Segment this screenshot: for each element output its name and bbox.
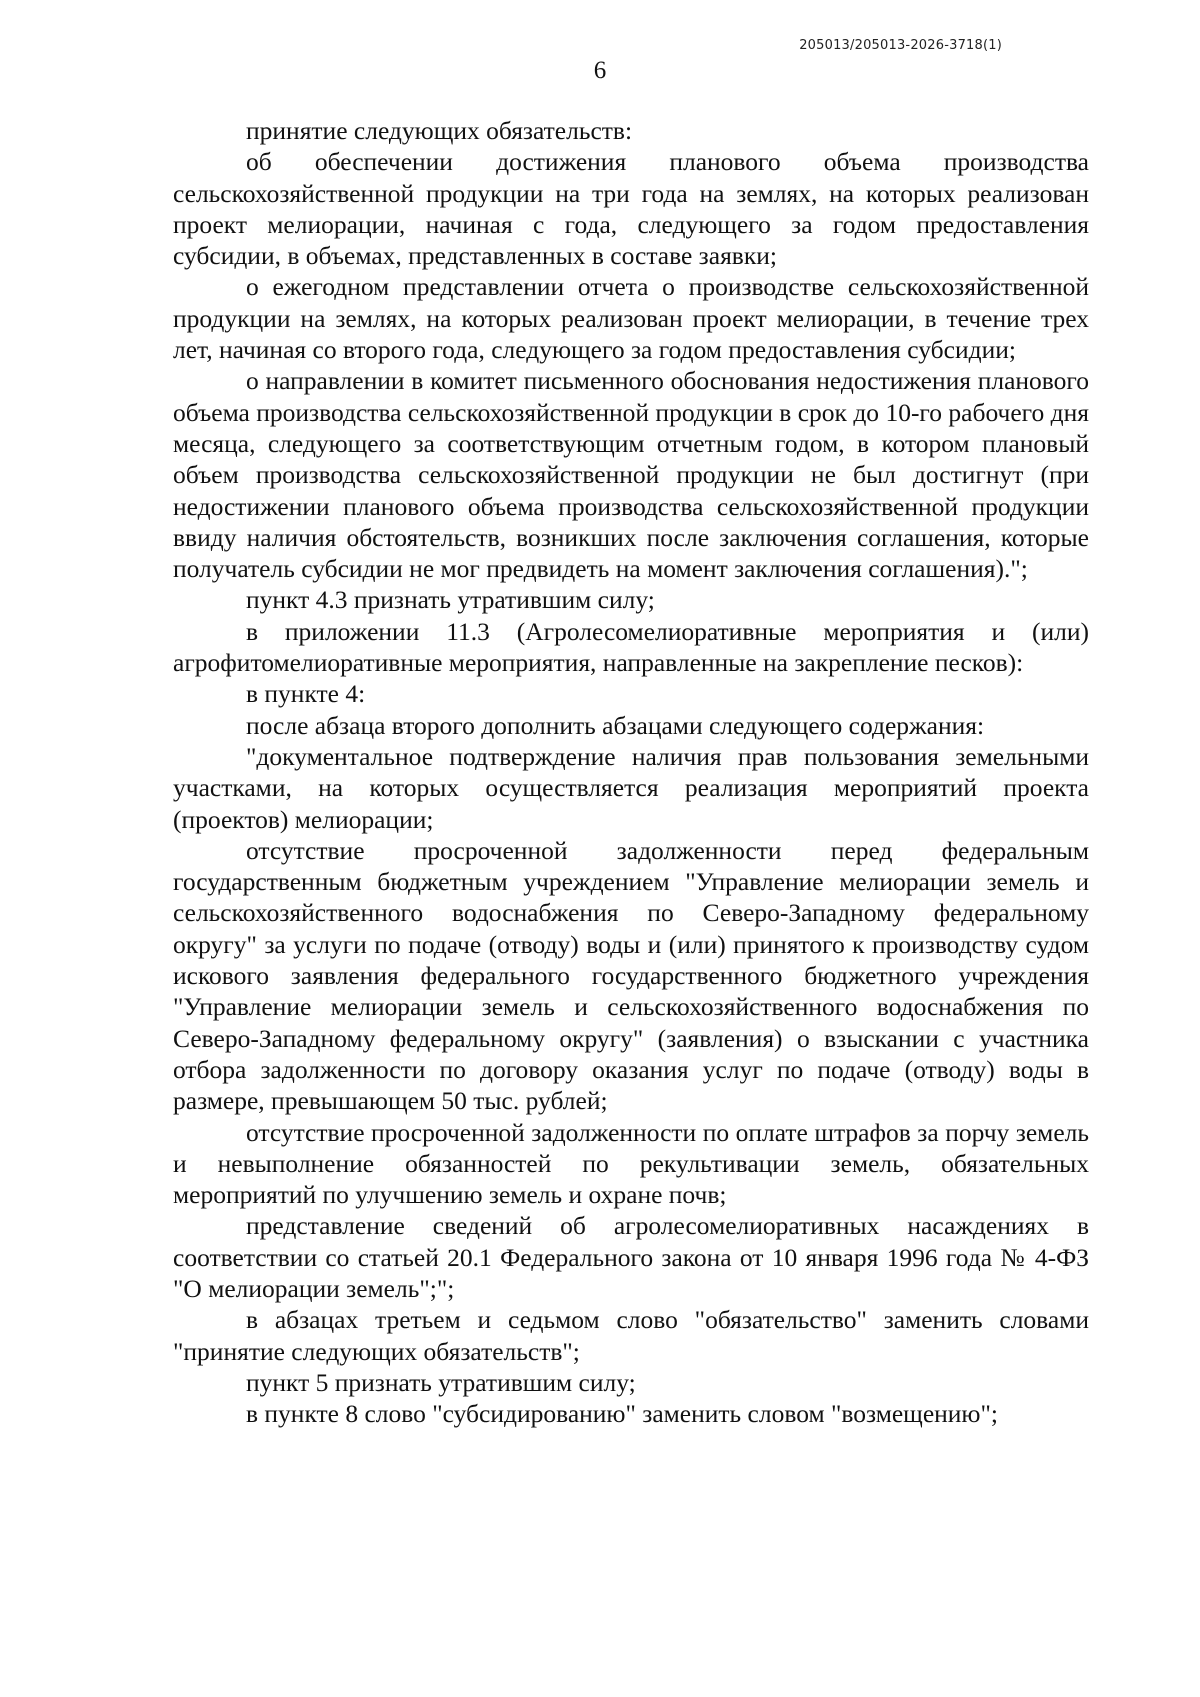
paragraph: в абзацах третьем и седьмом слово "обязательство" заменить словами "принятие следующих обязательств"; <box>173 1305 1089 1366</box>
paragraph: отсутствие просроченной задолженности перед федеральным государственным бюджетным учреждением "Управление мелиорации земель и сельскохозяйственного водоснабжения по Северо-Западному федеральному округу" за услуги по подаче (отводу) воды и (или) принятого к производству судом искового заявления федерального государственного бюджетного учреждения "Управление мелиорации земель и сельскохозяйственного водоснабжения по Северо-Западному федеральному округу" (заявления) о взыскании с участника отбора задолженности по договору оказания услуг по подаче (отводу) воды в размере, превышающем 50 тыс. рублей; <box>173 835 1089 1116</box>
document-body <box>173 115 1089 1429</box>
paragraph: в пункте 8 слово "субсидированию" заменить словом "возмещению"; <box>246 1399 998 1429</box>
paragraph: после абзаца второго дополнить абзацами следующего содержания: <box>246 710 985 740</box>
paragraph: о ежегодном представлении отчета о производстве сельскохозяйственной продукции на землях, на которых реализован проект мелиорации, в течение трех лет, начиная со второго года, следующего за годом предоставления субсидии; <box>173 272 1089 365</box>
paragraph: "документальное подтверждение наличия прав пользования земельными участками, на которых осуществляется реализация мероприятий проекта (проектов) мелиорации; <box>173 741 1089 834</box>
paragraph: пункт 5 признать утратившим силу; <box>246 1367 636 1397</box>
paragraph: о направлении в комитет письменного обоснования недостижения планового объема производства сельскохозяйственной продукции в срок до 10-го рабочего дня месяца, следующего за соответствующим отчетным годом, в котором плановый объем производства сельскохозяйственной продукции не был достигнут (при недостижении планового объема производства сельскохозяйственной продукции ввиду наличия обстоятельств, возникших после заключения соглашения, которые получатель субсидии не мог предвидеть на момент заключения соглашения)."; <box>173 366 1089 584</box>
paragraph: об обеспечении достижения планового объема производства сельскохозяйственной продукции на три года на землях, на которых реализован проект мелиорации, начиная с года, следующего за годом предоставления субсидии, в объемах, представленных в составе заявки; <box>173 147 1089 271</box>
paragraph: пункт 4.3 признать утратившим силу; <box>246 585 655 615</box>
paragraph: принятие следующих обязательств: <box>246 116 633 145</box>
paragraph: представление сведений об агролесомелиоративных насаждениях в соответствии со статьей 20.1 Федерального закона от 10 января 1996 года № 4-ФЗ "О мелиорации земель";"; <box>173 1211 1089 1303</box>
paragraph: в приложении 11.3 (Агролесомелиоративные мероприятия и (или) агрофитомелиоративные мероприятия, направленные на закрепление песков): <box>173 616 1089 678</box>
paragraph: отсутствие просроченной задолженности по оплате штрафов за порчу земель и невыполнение обязанностей по рекультивации земель, обязательных мероприятий по улучшению земель и охране почв; <box>173 1117 1089 1210</box>
document-id: 205013/205013-2026-3718(1) <box>799 38 1002 53</box>
paragraph: в пункте 4: <box>246 679 366 709</box>
page-number: 6 <box>593 57 607 84</box>
